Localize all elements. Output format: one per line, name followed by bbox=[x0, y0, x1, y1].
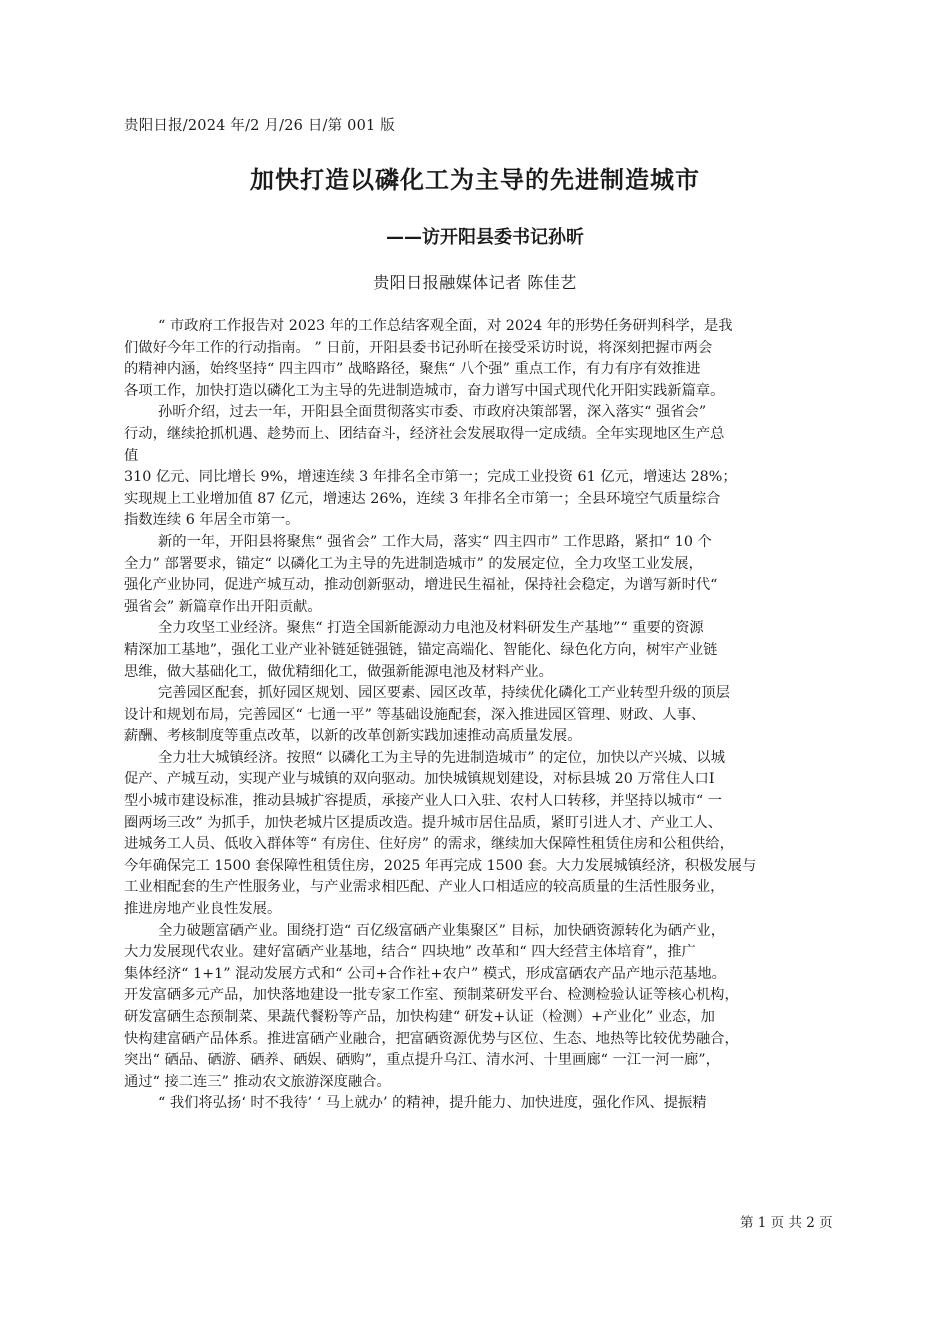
paragraph bbox=[124, 532, 836, 618]
paragraph-line: 思维，做大基础化工，做优精细化工，做强新能源电池及材料产业。 bbox=[124, 663, 553, 680]
paragraph-line: 型小城市建设标准，推动县城扩容提质，承接产业人口入驻、农村人口转移，并坚持以城市“ 一 bbox=[124, 793, 723, 810]
page-footer: 第 1 页 共 2 页 bbox=[740, 1215, 833, 1231]
paragraph-line: 进城务工人员、低收入群体等“ 有房住、住好房” 的需求，继续加大保障性租赁住房和公租供给， bbox=[124, 836, 734, 853]
paragraph-line: 全力” 部署要求，锚定“ 以磷化工为主导的先进制造城市” 的发展定位，全力攻坚工业发展， bbox=[124, 555, 703, 572]
paragraph-line: 行动，继续抢抓机遇、趁势而上、团结奋斗，经济社会发展取得一定成绩。全年实现地区生产总 bbox=[124, 425, 725, 442]
paragraph-line: 圈两场三改” 为抓手，加快老城片区提质改造。提升城市居住品质，紧盯引进人才、产业工人、 bbox=[124, 814, 723, 831]
paragraph-line: 的精神内涵，始终坚持“ 四主四市” 战略路径，聚焦“ 八个强” 重点工作，有力有序有效推进 bbox=[124, 361, 701, 378]
article-subtitle: ——访开阳县委书记孙昕 bbox=[386, 227, 584, 248]
paragraph-line: 强化产业协同，促进产城互动，推动创新驱动，增进民生福祉，保持社会稳定，为谱写新时代“ bbox=[124, 577, 718, 594]
paragraph-line: 设计和规划布局，完善园区“ 七通一平” 等基础设施配套，深入推进园区管理、财政、人事、 bbox=[124, 706, 706, 723]
paragraph-line: 大力发展现代农业。建好富硒产业基地，结合“ 四块地” 改革和“ 四大经营主体培育”，推广 bbox=[124, 944, 696, 961]
paragraph-line: 集体经济“ 1+1” 混动发展方式和“ 公司+合作社+农户” 模式，形成富硒农产品产地示范基地。 bbox=[124, 965, 726, 982]
paragraph-line: 新的一年，开阳县将聚焦“ 强省会” 工作大局，落实“ 四主四市” 工作思路，紧扣“ 10 个 bbox=[158, 533, 712, 550]
paragraph-line: 促产、产城互动，实现产业与城镇的双向驱动。加快城镇规划建设，对标县城 20 万常住人口Ⅰ bbox=[124, 771, 715, 788]
paragraph-line: 推进房地产业良性发展。 bbox=[124, 901, 282, 918]
paragraph-line: 研发富硒生态预制菜、果蔬代餐粉等产品，加快构建“ 研发+认证（检测）+产业化” 业态，加 bbox=[124, 1009, 715, 1025]
paragraph-line: 实现规上工业增加值 87 亿元，增速达 26%，连续 3 年排名全市第一；全县环境空气质量综合 bbox=[124, 490, 721, 507]
paragraph-line: 开发富硒多元产品，加快落地建设一批专家工作室、预制菜研发平台、检测检验认证等核心机构， bbox=[124, 987, 739, 1004]
paragraph bbox=[124, 683, 836, 748]
byline: 贵阳日报融媒体记者 陈佳艺 bbox=[373, 273, 577, 292]
paragraph bbox=[124, 748, 836, 921]
paragraph-line: “ 我们将弘扬‘ 时不我待’ ‘ 马上就办’ 的精神，提升能力、加快进度，强化作风、提振精 bbox=[158, 1095, 707, 1112]
paragraph-line: 快构建富硒产品体系。推进富硒产业融合，把富硒资源优势与区位、生态、地热等比较优势融合， bbox=[124, 1030, 739, 1047]
paragraph-line: 全力壮大城镇经济。按照“ 以磷化工为主导的先进制造城市” 的定位，加快以产兴城、以城 bbox=[158, 749, 725, 766]
paragraph-line: 310 亿元、同比增长 9%，增速连续 3 年排名全市第一；完成工业投资 61 亿元，增速达 28%； bbox=[124, 469, 737, 486]
paragraph-line: 全力攻坚工业经济。聚焦“ 打造全国新能源动力电池及材料研发生产基地”“ 重要的资源 bbox=[158, 620, 704, 637]
paragraph-line: “ 市政府工作报告对 2023 年的工作总结客观全面，对 2024 年的形势任务研判科学，是我 bbox=[158, 318, 733, 334]
paragraph-line: 精深加工基地”，强化工业产业补链延链强链，锚定高端化、智能化、绿色化方向，树牢产业链 bbox=[124, 641, 718, 658]
paragraph bbox=[124, 618, 836, 683]
paragraph-line: 通过“ 接二连三” 推动农文旅游深度融合。 bbox=[124, 1073, 391, 1090]
paragraph-line: 突出“ 硒品、硒游、硒养、硒娱、硒购”，重点提升乌江、清水河、十里画廊“ 一江一河一廊”， bbox=[124, 1052, 720, 1069]
paragraph bbox=[124, 1093, 836, 1115]
paragraph-line: 指数连续 6 年居全市第一。 bbox=[124, 512, 300, 529]
source-line: 贵阳日报/2024 年/2 月/26 日/第 001 版 bbox=[124, 118, 395, 134]
paragraph-line: 全力破题富硒产业。围绕打造“ 百亿级富硒产业集聚区” 目标，加快硒资源转化为硒产业， bbox=[158, 922, 725, 939]
paragraph-line: 值 bbox=[124, 447, 139, 464]
paragraph bbox=[124, 316, 836, 402]
paragraph bbox=[124, 402, 836, 532]
paragraph-line: 今年确保完工 1500 套保障性租赁住房，2025 年再完成 1500 套。大力发展城镇经济，积极发展与 bbox=[124, 857, 757, 874]
paragraph-line: 孙昕介绍，过去一年，开阳县全面贯彻落实市委、市政府决策部署，深入落实“ 强省会” bbox=[158, 404, 707, 421]
article-title: 加快打造以磷化工为主导的先进制造城市 bbox=[250, 166, 700, 194]
paragraph-line: 各项工作，加快打造以磷化工为主导的先进制造城市，奋力谱写中国式现代化开阳实践新篇章。 bbox=[124, 382, 725, 399]
article-body bbox=[124, 316, 836, 1115]
paragraph-line: 完善园区配套，抓好园区规划、园区要素、园区改革，持续优化磷化工产业转型升级的顶层 bbox=[158, 685, 730, 702]
paragraph-line: 薪酬、考核制度等重点改革，以新的改革创新实践加速推动高质量发展。 bbox=[124, 728, 582, 745]
paragraph bbox=[124, 921, 836, 1094]
paragraph-line: 们做好今年工作的行动指南。 ” 日前，开阳县委书记孙昕在接受采访时说，将深刻把握市两会 bbox=[124, 339, 713, 356]
paragraph-line: 工业相配套的生产性服务业，与产业需求相匹配、产业人口相适应的较高质量的生活性服务业， bbox=[124, 879, 725, 896]
paragraph-line: 强省会” 新篇章作出开阳贡献。 bbox=[124, 598, 322, 615]
